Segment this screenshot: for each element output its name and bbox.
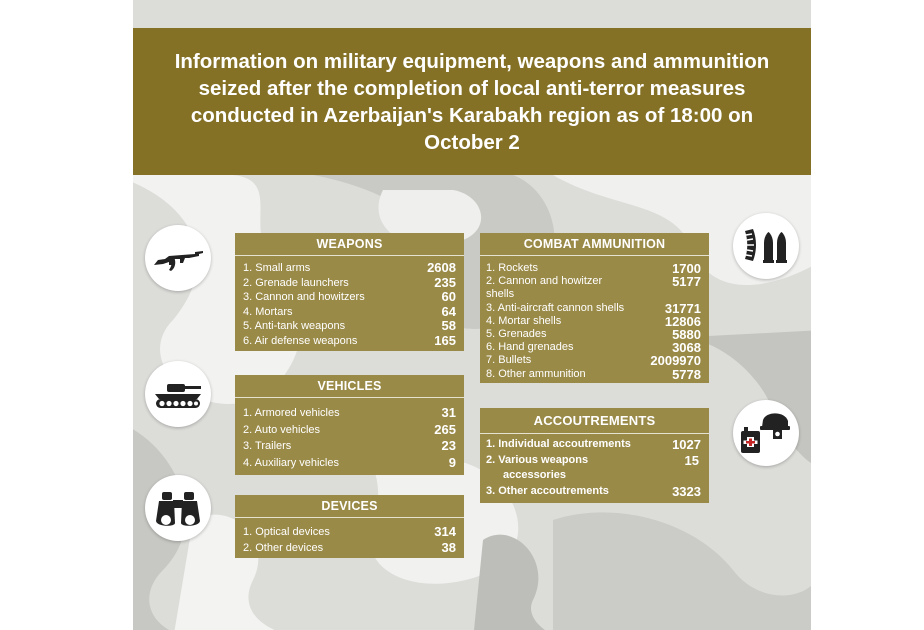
item-label: 3. Cannon and howitzers bbox=[243, 291, 365, 303]
item-value: 2009970 bbox=[650, 353, 701, 369]
page-title: Information on military equipment, weapons and ammunition seized after the completion of local anti-terror measures conducted in Azerbaijan's Karabakh region as of 18:00 on October 2 bbox=[133, 28, 811, 175]
item-label: 1. Individual accoutrements bbox=[486, 438, 631, 450]
item-value: 165 bbox=[434, 332, 456, 348]
item-label: 6. Air defense weapons bbox=[243, 334, 358, 347]
item-value: 265 bbox=[434, 421, 456, 437]
item-label: 7. Bullets bbox=[486, 354, 532, 367]
list-item bbox=[235, 455, 464, 472]
vehicles-header: VEHICLES bbox=[235, 375, 464, 398]
list-item bbox=[480, 453, 709, 469]
devices-list bbox=[235, 518, 464, 556]
list-item bbox=[235, 334, 464, 349]
accoutrements-header: ACCOUTREMENTS bbox=[480, 408, 709, 434]
item-value: 5880 bbox=[672, 326, 701, 342]
item-label: 8. Other ammunition bbox=[486, 367, 586, 380]
list-item bbox=[235, 524, 464, 540]
helmet-medkit-icon bbox=[733, 400, 799, 466]
item-label: 2. Various weapons bbox=[486, 453, 589, 466]
rifle-icon bbox=[145, 225, 211, 291]
list-item bbox=[235, 276, 464, 291]
devices-header: DEVICES bbox=[235, 495, 464, 518]
item-value: 3323 bbox=[672, 483, 701, 499]
accoutrements-box bbox=[480, 408, 709, 503]
list-item bbox=[235, 405, 464, 422]
item-label: 1. Rockets bbox=[486, 262, 538, 274]
weapons-box bbox=[235, 233, 464, 351]
item-label: 2. Grenade launchers bbox=[243, 276, 349, 289]
list-item bbox=[480, 354, 709, 367]
vehicles-box bbox=[235, 375, 464, 475]
item-label: 1. Optical devices bbox=[243, 526, 330, 538]
infographic bbox=[133, 0, 811, 630]
list-item bbox=[480, 315, 709, 328]
item-value: 23 bbox=[441, 438, 456, 453]
list-item bbox=[480, 468, 709, 484]
item-value: 60 bbox=[441, 289, 456, 304]
list-item bbox=[480, 288, 709, 301]
ammunition-list bbox=[480, 256, 709, 381]
list-item bbox=[235, 422, 464, 439]
item-label: 5. Anti-tank weapons bbox=[243, 320, 346, 332]
item-value: 38 bbox=[441, 540, 456, 555]
item-value: 1700 bbox=[672, 261, 701, 276]
item-value: 2608 bbox=[427, 260, 456, 275]
list-item bbox=[235, 438, 464, 455]
item-value: 314 bbox=[434, 524, 456, 539]
item-label: 5. Grenades bbox=[486, 327, 547, 340]
devices-box bbox=[235, 495, 464, 558]
item-label: 1. Armored vehicles bbox=[243, 407, 340, 419]
vehicles-list bbox=[235, 398, 464, 471]
item-value: 235 bbox=[434, 274, 456, 290]
ammunition-box bbox=[480, 233, 709, 383]
item-value: 5778 bbox=[672, 366, 701, 382]
weapons-list bbox=[235, 256, 464, 348]
item-label: 4. Auxiliary vehicles bbox=[243, 456, 339, 469]
item-value: 9 bbox=[448, 454, 456, 470]
item-value: 15 bbox=[684, 452, 699, 468]
item-label: 2. Auto vehicles bbox=[243, 423, 321, 436]
list-item bbox=[235, 261, 464, 276]
item-value: 5177 bbox=[672, 274, 701, 290]
item-value: 31 bbox=[441, 405, 456, 420]
item-value: 12806 bbox=[664, 313, 701, 329]
item-label: 4. Mortars bbox=[243, 305, 293, 318]
list-item bbox=[480, 484, 709, 500]
weapons-header: WEAPONS bbox=[235, 233, 464, 256]
item-value: 3068 bbox=[672, 340, 701, 356]
item-label: 3. Trailers bbox=[243, 440, 292, 452]
binoculars-icon bbox=[145, 475, 211, 541]
item-value: 1027 bbox=[672, 437, 701, 452]
list-item bbox=[480, 302, 709, 315]
item-label: 3. Other accoutrements bbox=[486, 484, 609, 497]
ammunition-icon bbox=[733, 213, 799, 279]
ammunition-header: COMBAT AMMUNITION bbox=[480, 233, 709, 256]
tank-icon bbox=[145, 361, 211, 427]
list-item bbox=[235, 319, 464, 334]
item-value: 58 bbox=[441, 318, 456, 333]
item-label: 3. Anti-aircraft cannon shells bbox=[486, 301, 625, 314]
item-label: 2. Cannon and howitzer bbox=[486, 275, 603, 288]
list-item bbox=[480, 368, 709, 381]
item-value: 64 bbox=[441, 303, 456, 319]
accoutrements-list bbox=[480, 434, 709, 499]
item-label: 2. Other devices bbox=[243, 542, 324, 554]
item-label: accessories bbox=[503, 469, 566, 481]
item-value: 31771 bbox=[664, 300, 701, 316]
item-label: 4. Mortar shells bbox=[486, 314, 562, 327]
list-item bbox=[235, 305, 464, 320]
item-label: 1. Small arms bbox=[243, 262, 311, 274]
item-label: 6. Hand grenades bbox=[486, 341, 574, 354]
item-label: shells bbox=[486, 288, 515, 301]
list-item bbox=[480, 437, 709, 453]
list-item bbox=[480, 275, 709, 288]
list-item bbox=[235, 540, 464, 556]
list-item bbox=[235, 290, 464, 305]
